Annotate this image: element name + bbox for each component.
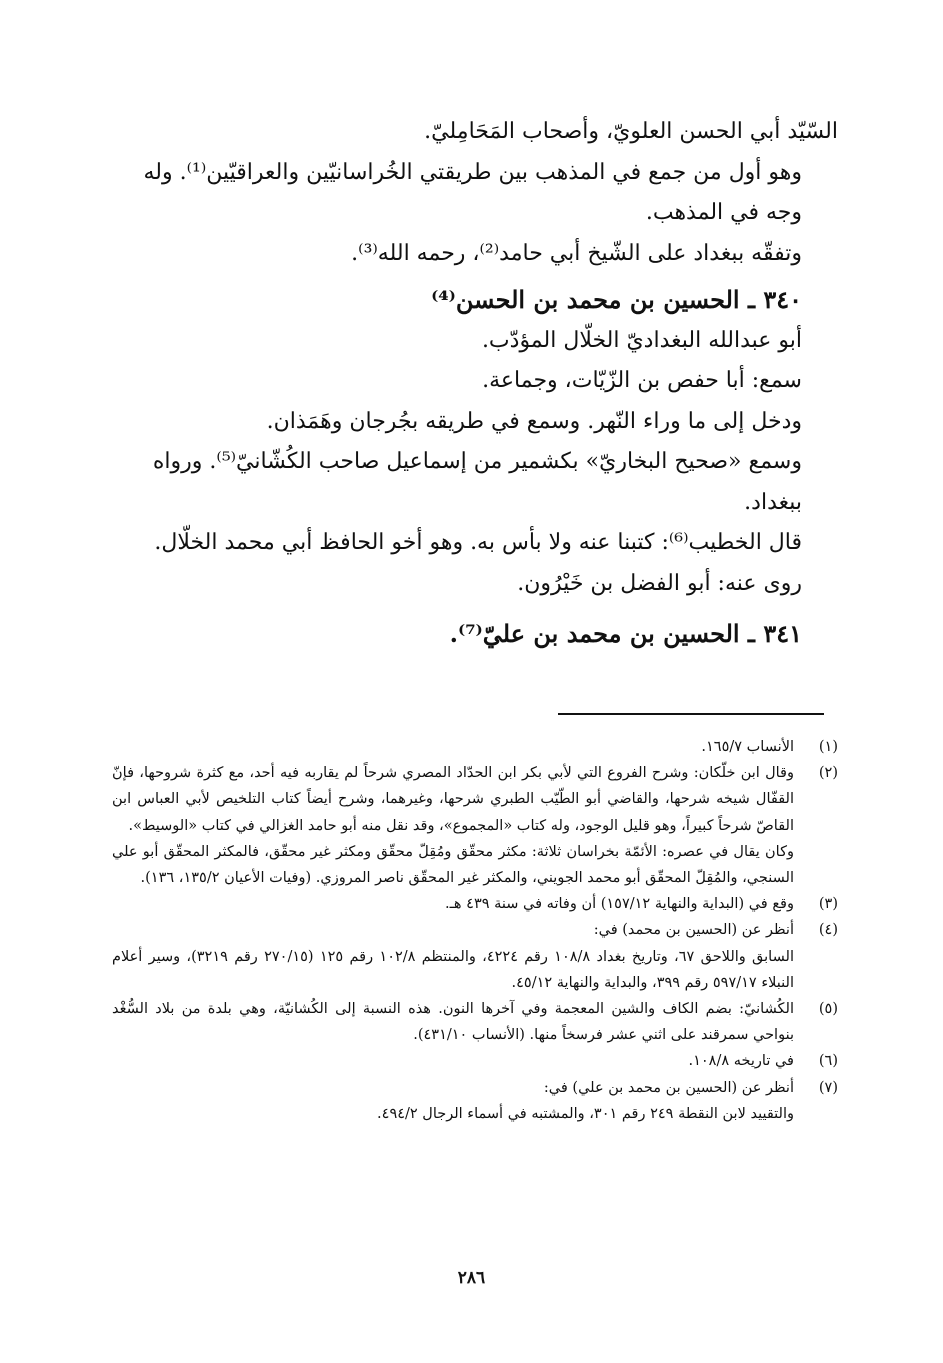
footnotes — [112, 734, 838, 1127]
footnote-text: السابق واللاحق ٦٧، وتاريخ بغداد ١٠٨/٨ رقم ٤٢٢٤، والمنتظم ١٠٢/٨ رقم ١٢٥ (٢٧٠/١٥ رقم ٣٢١٩)، وسير أعلام النبلاء ٥٩٧/١٧ رقم ٣٩٩، والبداية والنهاية ٤٥/١٢. — [112, 948, 794, 991]
paragraph: وهو أول من جمع في المذهب بين طريقتي الخُراسانيّين والعراقيّين⁽¹⁾. وله وجه في المذهب. — [143, 159, 802, 225]
footnote-number: (٢) — [818, 765, 838, 782]
footnote-text: أنظر عن (الحسين بن محمد بن علي) في: — [543, 1079, 794, 1096]
footnote-number: (٦) — [818, 1053, 838, 1070]
footnote — [112, 760, 838, 891]
entry-heading-341: ٣٤١ ـ الحسين بن محمد بن عليّ⁽⁷⁾. — [449, 619, 802, 648]
main-text — [112, 112, 838, 655]
footnote-number: (١) — [818, 739, 838, 755]
footnote — [112, 734, 838, 760]
entry-line: ودخل إلى ما وراء النّهر. وسمع في طريقه بجُرجان وهَمَذان. — [266, 408, 802, 434]
entry-line: روى عنه: أبو الفضل بن خَيْرُون. — [517, 570, 802, 596]
footnote — [112, 891, 838, 917]
footnote-number: (٧) — [818, 1079, 838, 1096]
entry-heading-340: ٣٤٠ ـ الحسين بن محمد بن الحسن⁽⁴⁾ — [431, 285, 802, 314]
paragraph: وتفقّه ببغداد على الشّيخ أبي حامد⁽²⁾، رحمه الله⁽³⁾. — [351, 240, 802, 266]
entry-line: أبو عبدالله البغداديّ الخلّال المؤدّب. — [481, 327, 802, 353]
footnote — [112, 917, 838, 996]
footnote-text: الكُشانيّ: بضم الكاف والشين المعجمة وفي آخرها النون. هذه النسبة إلى الكُشانيّة، وهي بلدة من بلاد السُّغْد بنواحي سمرقند على اثني عشر فرسخاً منها. (الأنساب ٤٣١/١٠). — [112, 1001, 794, 1044]
footnote-text: في تاريخه ١٠٨/٨. — [688, 1053, 794, 1070]
footnote-text: والتقييد لابن النقطة ٢٤٩ رقم ٣٠١، والمشتبه في أسماء الرجال ٤٩٤/٢. — [377, 1105, 794, 1122]
footnote-text: وكان يقال في عصره: الأئمّة بخراسان ثلاثة: مكثر محقّق ومُقِلّ محقّق ومكثر غير محقّق، فالمكثر المحقّق أبو علي السنجي، والمُقِلّ المحقّق أبو محمد الجويني، والمكثر غير المحقّق ناصر المروزي. (وفيات الأعيان ١٣٥/٢، ١٣٦). — [112, 843, 794, 887]
footnote — [112, 1048, 838, 1074]
footnote-number: (٥) — [818, 1001, 838, 1018]
footnote-text: أنظر عن (الحسين بن محمد) في: — [593, 922, 794, 939]
footnote-text: وقع في (البداية والنهاية ١٥٧/١٢) أن وفاته في سنة ٤٣٩ هـ. — [445, 896, 794, 913]
footnote-text: وقال ابن خلّكان: وشرح الفروع التي لأبي بكر ابن الحدّاد المصري شرحاً لم يقاربه فيه أحد، مع كثرة شروحها، فإنّ القفّال شيخه شرحها، والقاضي أبو الطّيّب الطبري شرحها، وغيرهما، وشرح أيضاً كتاب التلخيص لأبي العباس ابن القاصّ شرحاً كبيراً، وهو قليل الوجود، وله كتاب «المجموع»، وقد نقل منه أبو حامد الغزالي في كتاب «الوسيط». — [112, 765, 794, 834]
footnote-number: (٣) — [818, 896, 838, 913]
page-number: ٢٨٦ — [457, 1268, 486, 1288]
entry-line: وسمع «صحيح البخاريّ» بكشمير من إسماعيل صاحب الكُشّانيّ⁽⁵⁾. ورواه ببغداد. — [152, 449, 802, 515]
footnote — [112, 996, 838, 1048]
paragraph: السّيّد أبي الحسن العلويّ، وأصحاب المَحَامِليّ. — [424, 119, 838, 144]
footnote-text: الأنساب ١٦٥/٧. — [701, 739, 794, 755]
footnote-separator — [558, 713, 824, 715]
footnote — [112, 1075, 838, 1127]
footnote-number: (٤) — [818, 922, 838, 939]
entry-line: سمع: أبا حفص بن الزّيّات، وجماعة. — [482, 368, 802, 393]
entry-line: قال الخطيب⁽⁶⁾: كتبنا عنه ولا بأس به. وهو أخو الحافظ أبي محمد الخلّال. — [154, 530, 802, 555]
